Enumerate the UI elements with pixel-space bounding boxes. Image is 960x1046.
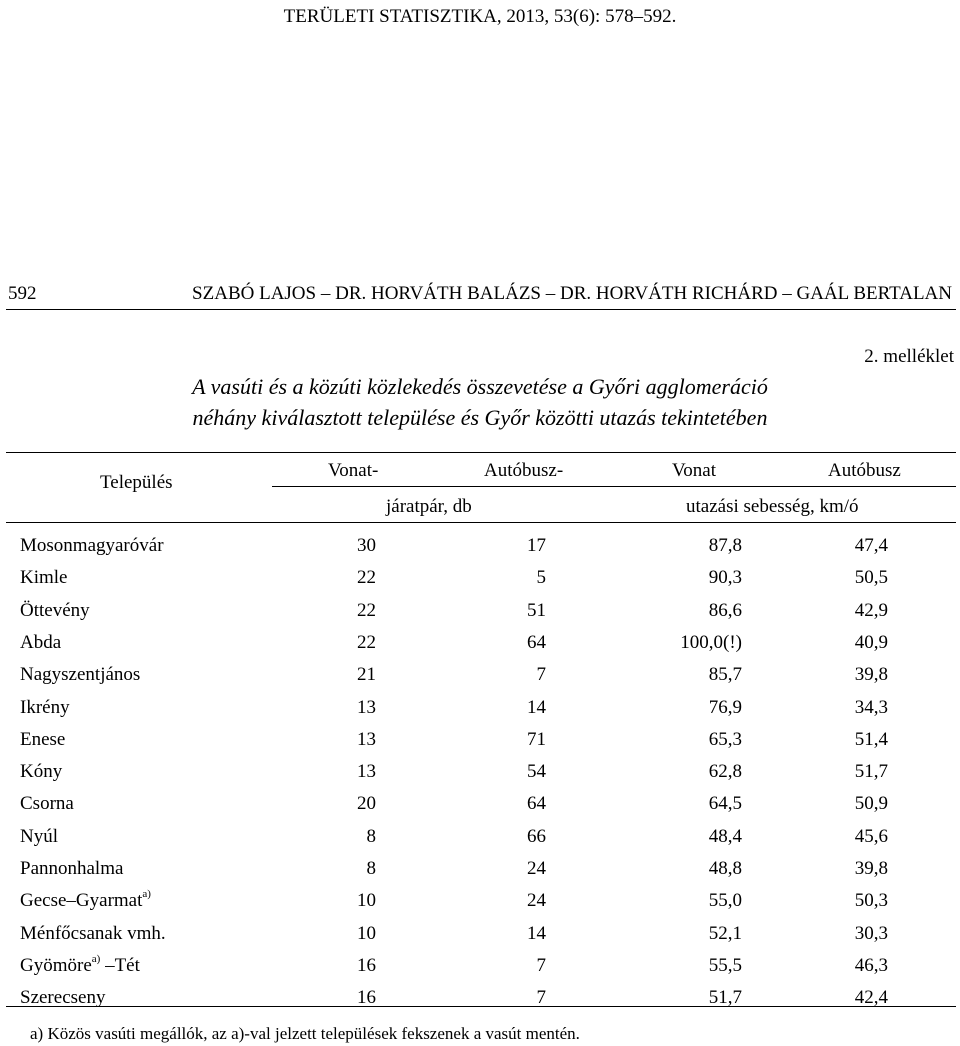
cell-bus-pairs: 66	[527, 826, 546, 847]
cell-settlement	[20, 600, 90, 622]
cell-settlement	[20, 793, 74, 815]
cell-settlement	[20, 826, 58, 848]
cell-bus-speed: 30,3	[854, 923, 888, 944]
cell-train-speed: 86,6	[708, 600, 742, 621]
cell-settlement	[20, 664, 140, 686]
settlement-name: Ikrény	[20, 697, 70, 718]
header-group-rule	[272, 486, 956, 487]
cell-bus-speed: 39,8	[854, 664, 888, 685]
table-top-rule	[6, 452, 956, 453]
cell-settlement	[20, 761, 62, 783]
cell-settlement	[20, 632, 61, 654]
cell-train-speed: 64,5	[708, 793, 742, 814]
cell-train-pairs: 8	[366, 826, 376, 847]
header-bus-pairs: Autóbusz-	[484, 460, 564, 481]
cell-bus-speed: 50,9	[854, 793, 888, 814]
cell-bus-speed: 51,7	[854, 761, 888, 782]
settlement-name: Gecse–Gyarmat	[20, 890, 143, 911]
cell-bus-pairs: 24	[527, 858, 546, 879]
cell-train-speed: 85,7	[708, 664, 742, 685]
cell-settlement	[20, 955, 140, 977]
cell-bus-pairs: 14	[527, 923, 546, 944]
authors-line: SZABÓ LAJOS – DR. HORVÁTH BALÁZS – DR. HORVÁTH RICHÁRD – GAÁL BERTALAN	[192, 283, 952, 304]
cell-train-speed: 52,1	[708, 923, 742, 944]
cell-bus-pairs: 7	[536, 987, 546, 1008]
cell-train-speed: 87,8	[708, 535, 742, 556]
page-number: 592	[8, 283, 37, 304]
cell-train-pairs: 22	[357, 632, 376, 653]
cell-train-pairs: 10	[357, 923, 376, 944]
settlement-name: Ménfőcsanak vmh.	[20, 923, 166, 944]
settlement-name: Kóny	[20, 761, 63, 782]
cell-train-speed: 55,0	[708, 890, 742, 911]
settlement-name: Mosonmagyaróvár	[20, 535, 164, 556]
cell-train-speed: 48,4	[708, 826, 742, 847]
cell-bus-pairs: 7	[536, 664, 546, 685]
cell-bus-speed: 50,3	[854, 890, 888, 911]
table-title-line-2: néhány kiválasztott települése és Győr közötti utazás tekintetében	[192, 405, 768, 430]
annex-label: 2. melléklet	[864, 346, 954, 367]
header-speed-unit: utazási sebesség, km/ó	[686, 496, 859, 517]
cell-bus-pairs: 64	[527, 632, 546, 653]
cell-bus-pairs: 7	[536, 955, 546, 976]
cell-train-pairs: 16	[357, 955, 376, 976]
cell-train-pairs: 13	[357, 761, 376, 782]
cell-bus-pairs: 14	[527, 697, 546, 718]
cell-settlement	[20, 923, 166, 945]
cell-bus-speed: 34,3	[854, 697, 888, 718]
cell-train-speed: 90,3	[708, 567, 742, 588]
settlement-name: Kimle	[20, 567, 68, 588]
cell-train-pairs: 13	[357, 729, 376, 750]
cell-bus-pairs: 51	[527, 600, 546, 621]
cell-train-speed: 100,0(!)	[680, 632, 742, 653]
journal-citation: TERÜLETI STATISZTIKA, 2013, 53(6): 578–592.	[283, 6, 677, 27]
settlement-name: Nyúl	[20, 826, 58, 847]
settlement-name: Pannonhalma	[20, 858, 124, 879]
settlement-name: Csorna	[20, 793, 74, 814]
cell-train-pairs: 16	[357, 987, 376, 1008]
cell-bus-pairs: 71	[527, 729, 546, 750]
table-bottom-rule	[6, 1006, 956, 1007]
footnote-marker: a)	[91, 953, 101, 965]
cell-settlement	[20, 567, 68, 589]
cell-settlement	[20, 697, 70, 719]
cell-train-pairs: 20	[357, 793, 376, 814]
cell-bus-speed: 40,9	[854, 632, 888, 653]
cell-settlement	[20, 890, 151, 912]
footnote: a) Közös vasúti megállók, az a)-val jelzett települések fekszenek a vasút mentén.	[30, 1024, 580, 1043]
header-train-speed: Vonat	[672, 460, 716, 481]
cell-bus-speed: 51,4	[854, 729, 888, 750]
cell-train-speed: 48,8	[708, 858, 742, 879]
cell-bus-pairs: 5	[536, 567, 546, 588]
cell-train-pairs: 21	[357, 664, 376, 685]
settlement-name: Nagyszentjános	[20, 664, 141, 685]
cell-settlement	[20, 858, 123, 880]
cell-bus-pairs: 17	[527, 535, 546, 556]
cell-bus-pairs: 24	[527, 890, 546, 911]
cell-train-pairs: 8	[366, 858, 376, 879]
settlement-name: Öttevény	[20, 600, 90, 621]
cell-train-speed: 51,7	[708, 987, 742, 1008]
cell-bus-speed: 47,4	[854, 535, 888, 556]
cell-train-speed: 65,3	[708, 729, 742, 750]
cell-train-speed: 76,9	[708, 697, 742, 718]
cell-settlement	[20, 729, 65, 751]
cell-train-speed: 62,8	[708, 761, 742, 782]
cell-train-pairs: 30	[357, 535, 376, 556]
cell-bus-pairs: 64	[527, 793, 546, 814]
cell-bus-speed: 46,3	[854, 955, 888, 976]
cell-bus-speed: 39,8	[854, 858, 888, 879]
cell-bus-pairs: 54	[527, 761, 546, 782]
settlement-name: Szerecseny	[20, 987, 106, 1008]
cell-bus-speed: 42,4	[854, 987, 888, 1008]
footnote-marker: a)	[142, 888, 151, 900]
header-rule	[6, 309, 956, 310]
cell-bus-speed: 45,6	[854, 826, 888, 847]
cell-settlement	[20, 535, 164, 557]
header-pairs-unit: járatpár, db	[386, 496, 472, 517]
cell-train-pairs: 22	[357, 600, 376, 621]
header-bottom-rule	[6, 522, 956, 523]
settlement-name: Abda	[20, 632, 62, 653]
cell-train-pairs: 13	[357, 697, 376, 718]
settlement-name: Gyömöre	[20, 955, 92, 976]
cell-bus-speed: 42,9	[854, 600, 888, 621]
header-bus-speed: Autóbusz	[828, 460, 901, 481]
settlement-name-tail: –Tét	[100, 955, 140, 976]
cell-train-pairs: 10	[357, 890, 376, 911]
table-title-line-1: A vasúti és a közúti közlekedés összevetése a Győri agglomeráció	[192, 374, 768, 399]
header-settlement: Település	[100, 472, 173, 493]
header-train-pairs: Vonat-	[328, 460, 379, 481]
cell-train-speed: 55,5	[708, 955, 742, 976]
cell-bus-speed: 50,5	[854, 567, 888, 588]
cell-train-pairs: 22	[357, 567, 376, 588]
settlement-name: Enese	[20, 729, 66, 750]
